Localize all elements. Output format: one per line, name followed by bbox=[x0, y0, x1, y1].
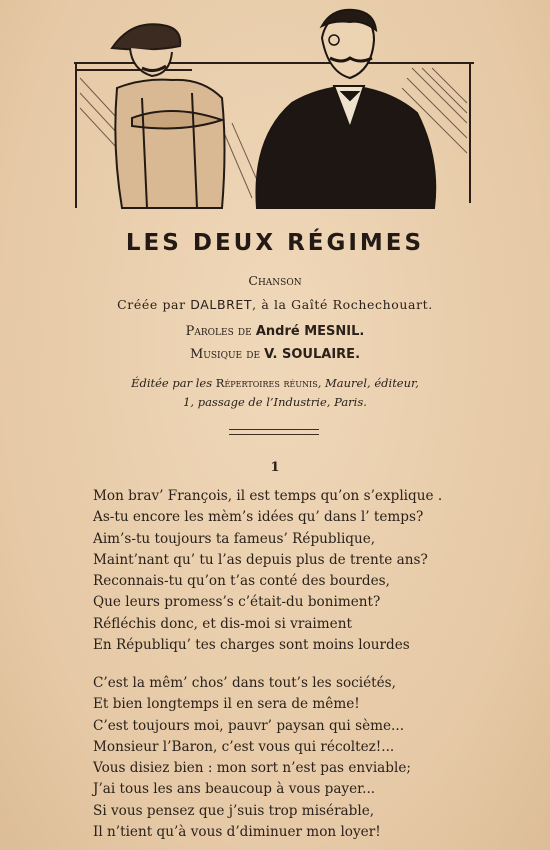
musique-prefix: Musique de bbox=[189, 347, 265, 362]
verse-line: Si vous pensez que j’suis trop misérable, bbox=[93, 802, 375, 819]
verse-line: Il n’tient qu’à vous d’diminuer mon loyer! bbox=[93, 824, 381, 841]
verse-line: Et bien longtemps il en sera de même! bbox=[93, 696, 360, 713]
verse-line: Vous disiez bien : mon sort n’est pas enviable; bbox=[93, 760, 411, 777]
publisher-address: 1, passage de l’Industrie, Paris. bbox=[183, 395, 367, 409]
verse-line: Reconnais-tu qu’on t’as conté des bourdes, bbox=[93, 573, 390, 590]
performer-name: DALBRET bbox=[190, 297, 253, 312]
lyrics-credit bbox=[0, 324, 550, 339]
publisher-line bbox=[0, 376, 550, 390]
song-title: LES DEUX RÉGIMES bbox=[125, 230, 425, 256]
genre-label: Chanson bbox=[248, 273, 302, 288]
lyricist-name: André MESNIL. bbox=[255, 324, 365, 339]
verse-line: C’est toujours moi, pauvr’ paysan qui sème... bbox=[93, 717, 405, 734]
publisher-name: , Maurel, éditeur, bbox=[317, 376, 419, 390]
verse-line: Que leurs promess’s c’était-du boniment? bbox=[93, 594, 381, 611]
paroles-prefix: Paroles de bbox=[185, 324, 256, 339]
venue-text: , à la Gaîté Rochechouart. bbox=[252, 297, 433, 312]
illustration-two-men bbox=[72, 8, 476, 220]
verse-line: C’est la mêm’ chos’ dans tout’s les sociétés, bbox=[93, 675, 396, 691]
edit-prefix: Éditée par les bbox=[131, 376, 216, 390]
repertoires-name: Répertoires réunis bbox=[215, 376, 318, 390]
creee-prefix: Créée par bbox=[117, 297, 191, 312]
creation-credit bbox=[0, 297, 550, 312]
composer-name: V. SOULAIRE. bbox=[264, 347, 361, 362]
stanza-2 bbox=[93, 673, 411, 843]
verse-line: Mon brav’ François, il est temps qu’on s’explique . bbox=[93, 488, 443, 504]
music-credit bbox=[0, 347, 550, 362]
verse-number: 1 bbox=[270, 460, 280, 475]
stanza-1 bbox=[93, 486, 442, 656]
verse-line: As-tu encore les mèm’s idées qu’ dans l’ temps? bbox=[93, 509, 424, 526]
ornamental-divider bbox=[229, 429, 319, 435]
peasant-figure bbox=[112, 24, 225, 208]
verse-line: Réfléchis donc, et dis-moi si vraiment bbox=[93, 615, 352, 632]
verse-line: J’ai tous les ans beaucoup à vous payer... bbox=[93, 781, 376, 798]
verse-line: Monsieur l’Baron, c’est vous qui récoltez!... bbox=[93, 738, 395, 755]
verse-line: Aim’s-tu toujours ta fameus’ République, bbox=[93, 530, 376, 547]
verse-line: En Républiqu’ tes charges sont moins lourdes bbox=[93, 637, 410, 654]
gentleman-figure bbox=[256, 10, 435, 208]
verse-line: Maint’nant qu’ tu l’as depuis plus de trente ans? bbox=[93, 551, 428, 568]
